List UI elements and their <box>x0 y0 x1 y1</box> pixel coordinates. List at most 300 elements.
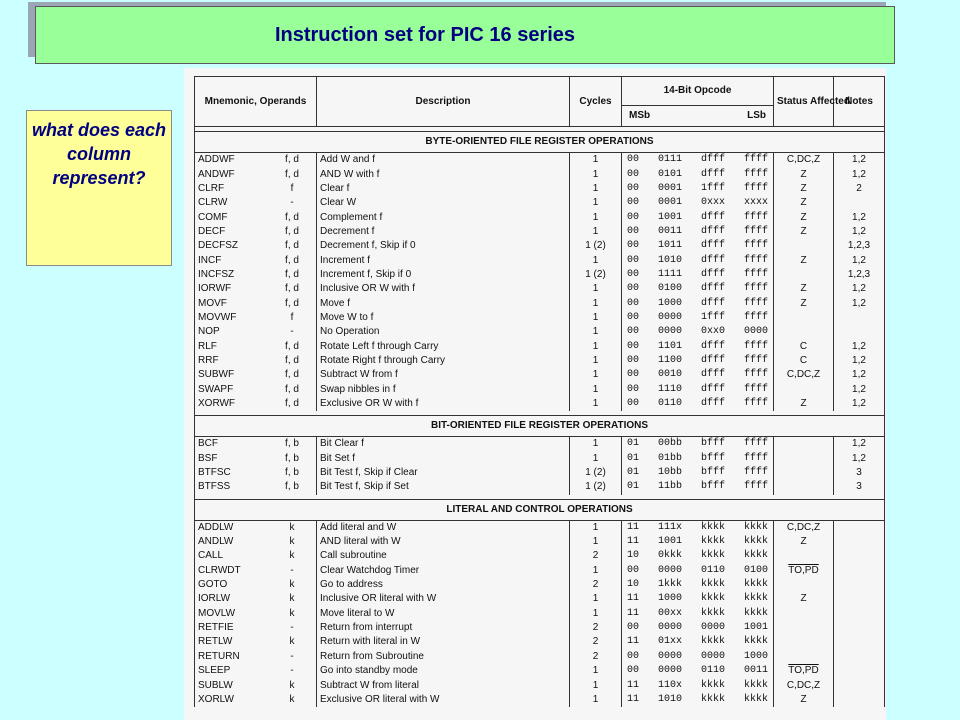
status-affected <box>774 383 834 397</box>
opcode-fields <box>625 368 770 382</box>
mnemonic-cell <box>195 549 317 563</box>
status-text: TO,PD <box>788 564 819 576</box>
status-affected <box>774 325 834 339</box>
opcode-field: 1001 <box>743 622 768 634</box>
opcode-field: ffff <box>743 254 768 266</box>
opcode-field: kkkk <box>700 550 725 562</box>
mnemonic-wrap <box>198 368 313 382</box>
status-affected <box>774 466 834 480</box>
opcode-field: dfff <box>700 168 725 180</box>
description: Complement f <box>317 210 570 224</box>
mnemonic: BTFSS <box>198 481 231 493</box>
opcode-field: 111x <box>657 521 682 533</box>
mnemonic-cell <box>195 592 317 606</box>
status-affected <box>774 210 834 224</box>
table-row <box>195 592 885 606</box>
operands: k <box>289 679 295 691</box>
notes <box>834 535 885 549</box>
mnemonic-wrap <box>198 225 313 239</box>
opcode-fields <box>625 153 770 167</box>
table-row <box>195 664 885 678</box>
status-text: Z <box>800 398 807 410</box>
opcode-field: 01 <box>627 452 640 464</box>
cycles: 1 <box>570 253 622 267</box>
status-affected <box>774 354 834 368</box>
status-affected <box>774 607 834 621</box>
opcode-field: 1010 <box>657 254 682 266</box>
status-affected <box>774 296 834 310</box>
status-affected <box>774 564 834 578</box>
cycles: 1 <box>570 535 622 549</box>
opcode-field: kkkk <box>743 636 768 648</box>
opcode-field: 1fff <box>700 311 725 323</box>
mnemonic: CLRWDT <box>198 564 241 576</box>
cycles: 1 <box>570 607 622 621</box>
opcode-cell <box>622 650 774 664</box>
mnemonic-cell <box>195 253 317 267</box>
operands: k <box>289 521 295 533</box>
status-affected <box>774 225 834 239</box>
mnemonic-wrap <box>198 466 313 480</box>
description: Return from interrupt <box>317 621 570 635</box>
opcode-fields <box>625 466 770 480</box>
mnemonic-cell <box>195 225 317 239</box>
opcode-field: 0000 <box>657 326 682 338</box>
cycles: 1 <box>570 311 622 325</box>
mnemonic-wrap <box>198 650 313 664</box>
description: Increment f <box>317 253 570 267</box>
status-affected <box>774 253 834 267</box>
mnemonic: SLEEP <box>198 665 231 677</box>
mnemonic-cell <box>195 466 317 480</box>
description: Decrement f <box>317 225 570 239</box>
opcode-field: ffff <box>743 452 768 464</box>
opcode-field: ffff <box>743 211 768 223</box>
operands: f, b <box>285 452 299 464</box>
operands: - <box>290 622 294 634</box>
description: Bit Test f, Skip if Set <box>317 480 570 494</box>
header-opcode-bits <box>622 106 774 127</box>
opcode-cell <box>622 225 774 239</box>
cycles: 1 <box>570 325 622 339</box>
instruction-table <box>194 76 885 707</box>
table-row <box>195 368 885 382</box>
mnemonic: DECF <box>198 225 226 237</box>
cycles: 2 <box>570 578 622 592</box>
mnemonic-wrap <box>198 325 313 339</box>
mnemonic-wrap <box>198 693 313 707</box>
status-affected <box>774 268 834 282</box>
opcode-fields <box>625 564 770 578</box>
opcode-fields <box>625 211 770 225</box>
description: AND literal with W <box>317 535 570 549</box>
cycles: 1 (2) <box>570 239 622 253</box>
opcode-fields <box>625 196 770 210</box>
opcode-field: 01 <box>627 467 640 479</box>
operands: f, d <box>285 369 299 381</box>
notes <box>834 621 885 635</box>
cycles: 1 <box>570 225 622 239</box>
opcode-cell <box>622 282 774 296</box>
operands: f, d <box>285 240 299 252</box>
opcode-field: 00 <box>627 154 640 166</box>
opcode-field: kkkk <box>743 607 768 619</box>
opcode-field: ffff <box>743 383 768 395</box>
mnemonic-wrap <box>198 211 313 225</box>
cycles: 1 (2) <box>570 466 622 480</box>
notes: 1,2 <box>834 225 885 239</box>
mnemonic: ADDLW <box>198 521 234 533</box>
mnemonic-wrap <box>198 254 313 268</box>
table-row <box>195 311 885 325</box>
opcode-fields <box>625 521 770 535</box>
cycles: 1 <box>570 354 622 368</box>
description: Add literal and W <box>317 520 570 535</box>
opcode-cell <box>622 311 774 325</box>
status-text: Z <box>800 182 807 194</box>
opcode-field: 00 <box>627 665 640 677</box>
notes <box>834 325 885 339</box>
section-header <box>195 499 885 520</box>
status-affected <box>774 437 834 452</box>
mnemonic: XORLW <box>198 693 234 705</box>
mnemonic: RLF <box>198 340 217 352</box>
opcode-field: 0100 <box>743 564 768 576</box>
status-affected <box>774 480 834 494</box>
notes <box>834 549 885 563</box>
operands: f, d <box>285 168 299 180</box>
mnemonic-cell <box>195 153 317 168</box>
cycles: 1 <box>570 383 622 397</box>
table-row <box>195 621 885 635</box>
status-text: Z <box>800 693 807 705</box>
opcode-field: 0000 <box>743 326 768 338</box>
opcode-field: 1010 <box>657 693 682 705</box>
opcode-field: ffff <box>743 283 768 295</box>
mnemonic-cell <box>195 607 317 621</box>
mnemonic-wrap <box>198 311 313 325</box>
mnemonic-wrap <box>198 607 313 621</box>
status-text: Z <box>800 283 807 295</box>
opcode-field: 0011 <box>657 225 682 237</box>
mnemonic-cell <box>195 383 317 397</box>
table-row <box>195 354 885 368</box>
instruction-table-body <box>195 127 885 708</box>
opcode-fields <box>625 437 770 451</box>
question-callout: what does each column represent? <box>26 110 172 266</box>
opcode-field: ffff <box>743 481 768 493</box>
status-affected <box>774 635 834 649</box>
opcode-fields <box>625 239 770 253</box>
opcode-fields <box>625 354 770 368</box>
status-text: C <box>799 340 808 352</box>
mnemonic: NOP <box>198 326 220 338</box>
opcode-field: 00 <box>627 211 640 223</box>
operands: k <box>289 693 295 705</box>
section-header <box>195 416 885 437</box>
operands: - <box>290 650 294 662</box>
table-row <box>195 480 885 494</box>
opcode-cell <box>622 621 774 635</box>
opcode-field: 0000 <box>657 650 682 662</box>
description: Clear f <box>317 182 570 196</box>
mnemonic-wrap <box>198 592 313 606</box>
mnemonic: CLRW <box>198 197 228 209</box>
opcode-field: 110x <box>657 679 682 691</box>
opcode-field: ffff <box>743 240 768 252</box>
cycles: 1 <box>570 693 622 707</box>
opcode-cell <box>622 480 774 494</box>
opcode-field: 00 <box>627 398 640 410</box>
opcode-field: dfff <box>700 240 725 252</box>
opcode-fields <box>625 397 770 411</box>
mnemonic: XORWF <box>198 398 236 410</box>
opcode-cell <box>622 167 774 181</box>
opcode-field: 00 <box>627 326 640 338</box>
notes: 1,2 <box>834 383 885 397</box>
mnemonic-wrap <box>198 239 313 253</box>
opcode-field: dfff <box>700 398 725 410</box>
notes: 1,2 <box>834 339 885 353</box>
opcode-field: 01bb <box>657 452 682 464</box>
operands: f, b <box>285 481 299 493</box>
mnemonic-cell <box>195 520 317 535</box>
opcode-cell <box>622 368 774 382</box>
opcode-field: 0000 <box>657 564 682 576</box>
opcode-field: kkkk <box>743 693 768 705</box>
status-affected <box>774 664 834 678</box>
mnemonic-wrap <box>198 354 313 368</box>
opcode-field: dfff <box>700 254 725 266</box>
cycles: 1 <box>570 664 622 678</box>
section-header <box>195 132 885 153</box>
mnemonic: RETFIE <box>198 622 234 634</box>
opcode-cell <box>622 678 774 692</box>
mnemonic-wrap <box>198 564 313 578</box>
opcode-fields <box>625 452 770 466</box>
table-row <box>195 549 885 563</box>
opcode-field: 0101 <box>657 168 682 180</box>
mnemonic: RETLW <box>198 636 233 648</box>
opcode-field: kkkk <box>700 693 725 705</box>
opcode-field: 00 <box>627 354 640 366</box>
notes: 2 <box>834 182 885 196</box>
opcode-field: 1110 <box>657 383 682 395</box>
mnemonic: IORWF <box>198 283 232 295</box>
opcode-field: 00xx <box>657 607 682 619</box>
opcode-cell <box>622 239 774 253</box>
opcode-cell <box>622 607 774 621</box>
mnemonic-wrap <box>198 535 313 549</box>
cycles: 1 <box>570 196 622 210</box>
mnemonic: CLRF <box>198 182 225 194</box>
status-affected <box>774 153 834 168</box>
opcode-field: dfff <box>700 268 725 280</box>
opcode-field: ffff <box>743 168 768 180</box>
status-affected <box>774 520 834 535</box>
operands: k <box>289 536 295 548</box>
description: Go to address <box>317 578 570 592</box>
opcode-field: 0010 <box>657 369 682 381</box>
opcode-field: kkkk <box>743 536 768 548</box>
cycles: 1 <box>570 339 622 353</box>
status-text: C,DC,Z <box>786 521 821 533</box>
opcode-fields <box>625 635 770 649</box>
description: Bit Test f, Skip if Clear <box>317 466 570 480</box>
opcode-field: kkkk <box>743 679 768 691</box>
header-lsb: LSb <box>747 110 766 121</box>
mnemonic-wrap <box>198 437 313 451</box>
cycles: 1 <box>570 167 622 181</box>
opcode-field: 1111 <box>657 268 682 280</box>
status-text: C <box>799 354 808 366</box>
table-row <box>195 437 885 452</box>
description: Swap nibbles in f <box>317 383 570 397</box>
opcode-field: 00 <box>627 182 640 194</box>
mnemonic-cell <box>195 452 317 466</box>
opcode-cell <box>622 635 774 649</box>
operands: k <box>289 593 295 605</box>
opcode-cell <box>622 535 774 549</box>
mnemonic-cell <box>195 368 317 382</box>
notes: 1,2,3 <box>834 268 885 282</box>
mnemonic-wrap <box>198 397 313 411</box>
mnemonic-cell <box>195 296 317 310</box>
status-text: Z <box>800 168 807 180</box>
mnemonic: BSF <box>198 452 218 464</box>
opcode-fields <box>625 297 770 311</box>
mnemonic: SUBWF <box>198 369 235 381</box>
status-affected <box>774 311 834 325</box>
opcode-field: 0000 <box>700 650 725 662</box>
operands: f, b <box>285 467 299 479</box>
table-row <box>195 397 885 411</box>
notes <box>834 693 885 707</box>
cycles: 1 <box>570 437 622 452</box>
mnemonic: RETURN <box>198 650 240 662</box>
opcode-field: ffff <box>743 340 768 352</box>
opcode-field: kkkk <box>743 521 768 533</box>
table-row <box>195 452 885 466</box>
status-text: C,DC,Z <box>786 369 821 381</box>
mnemonic: CALL <box>198 550 224 562</box>
mnemonic: DECFSZ <box>198 240 238 252</box>
opcode-fields <box>625 383 770 397</box>
opcode-field: 00 <box>627 340 640 352</box>
opcode-field: 10 <box>627 550 640 562</box>
operands: f, d <box>285 340 299 352</box>
opcode-cell <box>622 664 774 678</box>
status-text: Z <box>800 225 807 237</box>
opcode-fields <box>625 480 770 494</box>
mnemonic-wrap <box>198 182 313 196</box>
operands: f <box>290 311 294 323</box>
operands: - <box>290 326 294 338</box>
opcode-field: 01 <box>627 481 640 493</box>
status-text: Z <box>800 211 807 223</box>
opcode-field: 0110 <box>700 665 725 677</box>
mnemonic: BCF <box>198 438 218 450</box>
table-row <box>195 339 885 353</box>
description: Inclusive OR literal with W <box>317 592 570 606</box>
opcode-field: kkkk <box>700 521 725 533</box>
operands: f, d <box>285 398 299 410</box>
cycles: 2 <box>570 635 622 649</box>
opcode-field: 0011 <box>743 665 768 677</box>
mnemonic: GOTO <box>198 579 228 591</box>
opcode-field: 1fff <box>700 182 725 194</box>
description: Decrement f, Skip if 0 <box>317 239 570 253</box>
status-text: C,DC,Z <box>786 679 821 691</box>
description: Move literal to W <box>317 607 570 621</box>
status-affected <box>774 678 834 692</box>
opcode-fields <box>625 535 770 549</box>
mnemonic-cell <box>195 578 317 592</box>
table-row <box>195 678 885 692</box>
status-text: Z <box>800 297 807 309</box>
opcode-field: kkkk <box>700 593 725 605</box>
header-mnemonic: Mnemonic, Operands <box>195 77 317 127</box>
opcode-field: 0xx0 <box>700 326 725 338</box>
opcode-field: bfff <box>700 452 725 464</box>
description: Call subroutine <box>317 549 570 563</box>
opcode-field: ffff <box>743 225 768 237</box>
opcode-field: 0110 <box>657 398 682 410</box>
notes: 1,2 <box>834 437 885 452</box>
table-row <box>195 564 885 578</box>
operands: f, d <box>285 383 299 395</box>
opcode-field: ffff <box>743 467 768 479</box>
opcode-cell <box>622 296 774 310</box>
notes: 1,2 <box>834 397 885 411</box>
opcode-fields <box>625 621 770 635</box>
opcode-field: 00 <box>627 240 640 252</box>
table-row <box>195 253 885 267</box>
description: Go into standby mode <box>317 664 570 678</box>
mnemonic: BTFSC <box>198 467 231 479</box>
cycles: 1 <box>570 564 622 578</box>
notes: 1,2 <box>834 368 885 382</box>
opcode-cell <box>622 153 774 168</box>
opcode-field: 00 <box>627 168 640 180</box>
notes: 1,2 <box>834 354 885 368</box>
mnemonic-cell <box>195 182 317 196</box>
notes: 1,2 <box>834 153 885 168</box>
opcode-field: 11 <box>627 521 640 533</box>
status-affected <box>774 167 834 181</box>
mnemonic-cell <box>195 196 317 210</box>
notes <box>834 635 885 649</box>
mnemonic-wrap <box>198 340 313 354</box>
opcode-fields <box>625 225 770 239</box>
table-row <box>195 650 885 664</box>
description: Exclusive OR W with f <box>317 397 570 411</box>
opcode-field: dfff <box>700 383 725 395</box>
opcode-field: bfff <box>700 467 725 479</box>
opcode-field: 0000 <box>657 665 682 677</box>
mnemonic-wrap <box>198 196 313 210</box>
opcode-field: dfff <box>700 154 725 166</box>
notes: 3 <box>834 480 885 494</box>
cycles: 1 <box>570 397 622 411</box>
cycles: 1 <box>570 592 622 606</box>
opcode-field: 0000 <box>657 311 682 323</box>
opcode-field: 00 <box>627 622 640 634</box>
mnemonic-wrap <box>198 664 313 678</box>
opcode-field: 11 <box>627 693 640 705</box>
opcode-field: dfff <box>700 340 725 352</box>
status-affected <box>774 368 834 382</box>
